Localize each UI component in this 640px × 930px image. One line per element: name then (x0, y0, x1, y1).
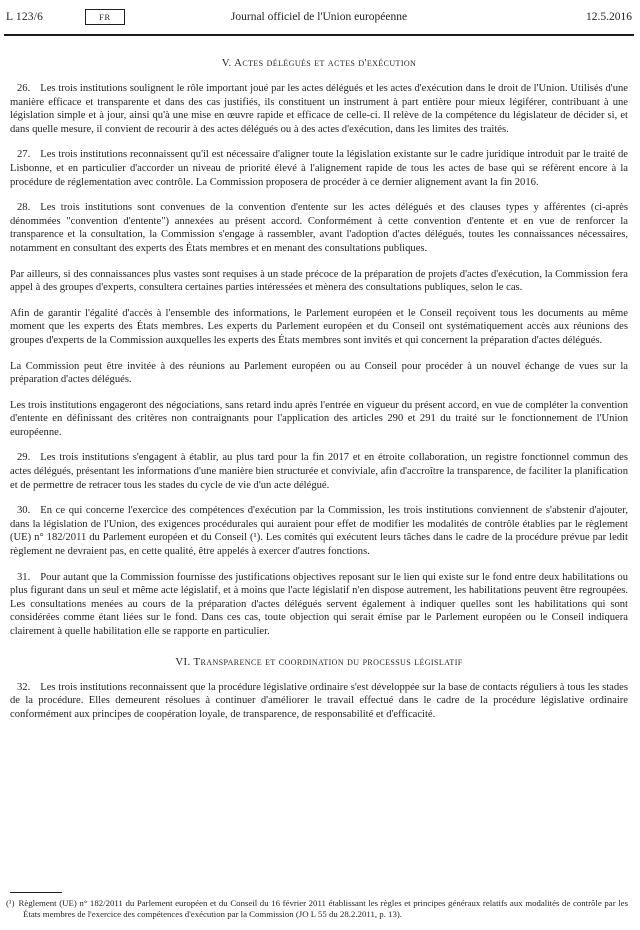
paragraph-text: Les trois institutions reconnaissent qu'il est nécessaire d'aligner toute la législation existante sur le cadre juridique introduit par le traité de Lisbonne, et en particulier d'accorder un niveau de priorité élevé à l'alignement rapide de tous les actes de base qui se réfèrent encore à la procédure de réglementation avec contrôle. La Commission proposera de procéder à ce dernier alignement avant la fin 2016. (10, 149, 628, 188)
paragraph-text: Pour autant que la Commission fournisse des justifications objectives reposant sur le lien qui existe sur le fond entre deux habilitations ou plus figurant dans un seul et même acte législatif, et à moins que l'acte législatif n'en dispose autrement, les habilitations peuvent être regroupées. Les consultations menées au cours de la préparation d'actes délégués servent également à indiquer quelles sont les habilitations qui sont considérées comme étant liées sur le fond. Dans ces cas, toute objection qui serait émise par le Parlement européen ou le Conseil indiquera clairement à quelle habilitation elle se rapporte en particulier. (10, 571, 628, 637)
paragraph-number: 31. (17, 571, 31, 583)
paragraph-number: 27. (17, 149, 31, 161)
paragraph-text: Les trois institutions s'engagent à établir, au plus tard pour la fin 2017 et en étroite collaboration, un registre fonctionnel commun des actes délégués, présentant les informations d'une manière bien structurée et conviviale, afin d'accroître la transparence, de faciliter la planification et de permettre de retracer tous les stades du cycle de vie d'un acte délégué. (10, 452, 628, 491)
journal-title: Journal officiel de l'Union européenne (230, 11, 408, 23)
paragraph-number: 26. (17, 83, 31, 94)
paragraph-26 (10, 82, 628, 136)
paragraph-29 (10, 451, 628, 492)
paragraph-text: Les trois institutions reconnaissent que la procédure législative ordinaire s'est développée sur la base de contacts réguliers à tous les stades de la procédure. Elles demeurent résolues à continuer d'améliorer le travail effectué dans le cadre de la procédure législative ordinaire conformément aux principes de coopération loyale, de transparence, de responsabilité et d'efficacité. (10, 681, 628, 720)
footnote-separator (10, 892, 62, 893)
paragraph-28-cont-3: La Commission peut être invitée à des réunions au Parlement européen ou au Conseil pour procéder à un nouvel échange de vues sur la préparation d'actes délégués. (10, 360, 628, 386)
footnote-marker: (¹) (6, 897, 15, 908)
language-badge: FR (85, 9, 125, 25)
paragraph-31 (10, 571, 628, 639)
paragraph-27 (10, 148, 628, 189)
footnote-block (6, 892, 628, 922)
paragraph-28-cont-4: Les trois institutions engageront des négociations, sans retard indu après l'entrée en vigueur du présent accord, en vue de compléter la convention d'entente en définissant des critères non contraignants pour l'application des articles 290 et 291 du traité sur le fonctionnement de l'Union européenne. (10, 399, 628, 438)
document-body (10, 36, 628, 892)
header-date: 12.5.2016 (586, 11, 632, 23)
footnote-text: Règlement (UE) n° 182/2011 du Parlement européen et du Conseil du 16 février 2011 établissant les règles et principes généraux relatifs aux modalités de contrôle par les États membres de l'exercice des compétences d'exécution par la Commission (JO L 55 du 28.2.2011, p. 13). (18, 897, 628, 919)
page-header (6, 8, 632, 30)
paragraph-text: Les trois institutions soulignent le rôle important joué par les actes délégués et les actes d'exécution dans le droit de l'Union. Utilisés d'une manière efficace et transparente et dans des cas justifiés, ils constituent un instrument à part entière pour mieux légiférer, contribuant à une législation simple et à jour, ainsi qu'à une mise en œuvre rapide et efficace de celle-ci. Il relève de la compétence du législateur de décider si, et dans quelle mesure, il convient de recourir à des actes délégués ou à des actes d'exécution, dans les limites des traités. (10, 83, 628, 135)
page-reference: L 123/6 (6, 11, 44, 23)
paragraph-28 (10, 201, 628, 255)
paragraph-number: 30. (17, 505, 31, 517)
paragraph-28-cont-2: Afin de garantir l'égalité d'accès à l'ensemble des informations, le Parlement européen et le Conseil reçoivent tous les documents au même moment que les experts des États membres. Les experts du Parlement européen et du Conseil ont systématiquement accès aux réunions des groupes d'experts de la Commission auxquelles les experts des États membres sont invités et qui concernent la préparation d'actes délégués. (10, 307, 628, 346)
paragraph-number: 32. (17, 681, 31, 693)
paragraph-28-cont-1: Par ailleurs, si des connaissances plus vastes sont requises à un stade précoce de la préparation de projets d'actes d'exécution, la Commission fera appel à des groupes d'experts, consultera certaines parties intéressées et mènera des consultations publiques, selon le cas. (10, 268, 628, 294)
section-heading-v: V. Actes délégués et actes d'exécution (221, 57, 417, 69)
paragraph-text: En ce qui concerne l'exercice des compétences d'exécution par la Commission, les trois institutions conviennent de s'abstenir d'ajouter, dans la législation de l'Union, des exigences procédurales qui auraient pour effet de modifier les modalités de contrôle établies par le règlement (UE) n° 182/2011 du Parlement européen et du Conseil (¹). Les comités qui exécutent leurs tâches dans le cadre de la procédure prévue par ledit règlement ne devraient pas, en cette qualité, être appelés à exercer d'autres fonctions. (10, 505, 628, 558)
paragraph-number: 29. (17, 452, 31, 464)
paragraph-32 (10, 681, 628, 722)
section-heading-vi: VI. Transparence et coordination du processus législatif (175, 655, 463, 668)
paragraph-text: Les trois institutions sont convenues de la convention d'entente sur les actes délégués et des clauses types y afférentes (ci-après dénommées "convention d'entente") annexées au présent accord. Conformément à cette convention d'entente et en vue de renforcer la transparence et la consultation, la Commission s'engage à rassembler, avant l'adoption d'actes délégués, toutes les connaissances nécessaires, notamment en consultant des experts des États membres et en menant des consultations publiques. (10, 202, 628, 254)
paragraph-30 (10, 504, 628, 558)
footnote-1 (6, 897, 628, 920)
paragraph-number: 28. (17, 202, 31, 214)
